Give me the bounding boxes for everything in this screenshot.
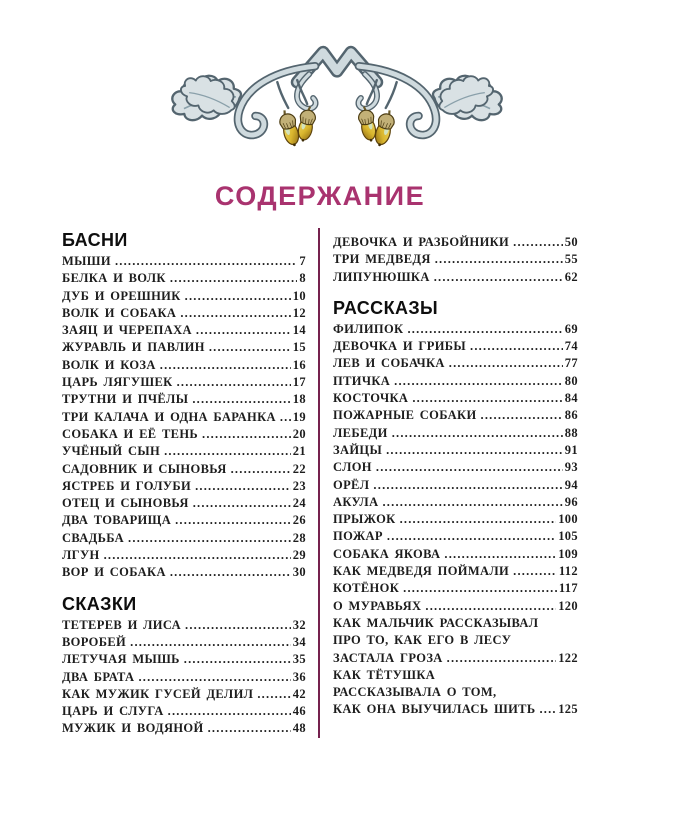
dot-leader: [449, 355, 563, 372]
entry-title: ТРИ МЕДВЕДЯ: [333, 252, 431, 267]
toc-entry-line: [333, 650, 578, 667]
entry-title: ЖУРАВЛЬ И ПАВЛИН: [62, 340, 205, 355]
page-number: 8: [299, 271, 306, 286]
page-number: 10: [292, 288, 306, 303]
toc-entry-line: [333, 251, 578, 268]
toc-entry-line: [62, 547, 306, 564]
entry-title: КАК ОНА ВЫУЧИЛАСЬ ШИТЬ: [333, 702, 536, 717]
dot-leader: [115, 253, 297, 270]
page-number: 23: [292, 478, 306, 493]
toc-entry-line: [62, 391, 306, 408]
page-number: 50: [564, 235, 578, 249]
dot-leader: [177, 374, 291, 391]
dot-leader: [376, 459, 563, 476]
entry-title: МЫШИ: [62, 254, 111, 268]
page-number: 109: [558, 546, 578, 561]
entry-title: КАК МУЖИК ГУСЕЙ ДЕЛИЛ: [62, 686, 254, 701]
entry-title: ВОРОБЕЙ: [62, 634, 127, 649]
entry-title: КОСТОЧКА: [333, 391, 409, 406]
dot-leader: [394, 373, 563, 390]
oak-branch-ornament: [148, 44, 526, 162]
dot-leader: [196, 322, 291, 339]
dot-leader: [164, 443, 291, 460]
dot-leader: [539, 701, 556, 718]
entry-title: УЧЁНЫЙ СЫН: [62, 444, 161, 459]
toc-columns: [62, 228, 578, 738]
toc-entry-line: [333, 615, 578, 632]
toc-entry-line: [333, 425, 578, 442]
toc-entry-line: [62, 339, 306, 356]
toc-entry-line: [333, 494, 578, 511]
page-number: 125: [558, 702, 578, 717]
page-number: 91: [564, 442, 578, 457]
dot-leader: [470, 338, 563, 355]
toc-entry-line: [333, 459, 578, 476]
toc-entry-line: [62, 512, 306, 529]
entry-title: РАССКАЗЫВАЛА О ТОМ,: [333, 685, 497, 700]
entry-title: ДУБ И ОРЕШНИК: [62, 288, 181, 303]
dot-leader: [128, 530, 291, 547]
dot-leader: [170, 564, 291, 581]
page-number: 105: [558, 529, 578, 544]
page-number: 18: [292, 392, 306, 407]
dot-leader: [175, 512, 291, 529]
entry-title: ВОР И СОБАКА: [62, 565, 166, 580]
column-divider: [318, 228, 320, 738]
page-number: 94: [564, 477, 578, 492]
page-number: 20: [292, 426, 306, 441]
page-number: 74: [564, 339, 578, 354]
entry-title: КАК МАЛЬЧИК РАССКАЗЫВАЛ: [333, 615, 539, 630]
dot-leader: [513, 563, 557, 580]
toc-entry-line: [333, 598, 578, 615]
page-number: 48: [292, 721, 306, 736]
toc-entry-line: [62, 703, 306, 720]
dot-leader: [481, 407, 563, 424]
dot-leader: [513, 234, 563, 251]
page-title: СОДЕРЖАНИЕ: [214, 181, 426, 211]
page-number: 21: [292, 444, 306, 459]
toc-entry-line: [333, 442, 578, 459]
toc-entry-line: [333, 477, 578, 494]
entry-title: ЛЕБЕДИ: [333, 425, 388, 440]
dot-leader: [435, 251, 563, 268]
toc-entry-line: [333, 234, 578, 251]
entry-title: ОТЕЦ И СЫНОВЬЯ: [62, 496, 189, 511]
entry-title: СВАДЬБА: [62, 530, 125, 545]
dot-leader: [168, 703, 291, 720]
page-number: 117: [558, 581, 578, 596]
entry-title: ЛГУН: [62, 548, 100, 563]
page-number: 69: [564, 321, 578, 336]
entry-title: ЗАЯЦ И ЧЕРЕПАХА: [62, 323, 192, 338]
dot-leader: [195, 478, 291, 495]
toc-entry-line: [62, 322, 306, 339]
page-number: 34: [292, 634, 306, 649]
entry-title: О МУРАВЬЯХ: [333, 598, 422, 613]
toc-entry-line: [62, 720, 306, 737]
toc-entry-line: [62, 374, 306, 391]
entry-title: МУЖИК И ВОДЯНОЙ: [62, 721, 204, 736]
entry-title: ДВА БРАТА: [62, 669, 135, 684]
dot-leader: [412, 390, 562, 407]
toc-entry-line: [62, 270, 306, 287]
page-number: 19: [292, 409, 306, 424]
page-number: 62: [564, 269, 578, 284]
page-number: 24: [292, 496, 306, 511]
dot-leader: [257, 686, 290, 703]
page-number: 84: [564, 391, 578, 406]
entry-title: ТРИ КАЛАЧА И ОДНА БАРАНКА: [62, 409, 276, 424]
dot-leader: [386, 442, 563, 459]
entry-title: ЛЕТУЧАЯ МЫШЬ: [62, 652, 180, 667]
toc-section: [333, 296, 578, 719]
entry-title: КАК МЕДВЕДЯ ПОЙМАЛИ: [333, 564, 510, 579]
toc-entry-line: [333, 546, 578, 563]
page-number: 120: [558, 598, 578, 613]
dot-leader: [192, 391, 290, 408]
entry-title: ОРЁЛ: [333, 477, 370, 492]
toc-entry-line: [62, 288, 306, 305]
toc-entry-line: [62, 669, 306, 686]
entry-title: ФИЛИПОК: [333, 321, 404, 336]
dot-leader: [425, 598, 556, 615]
toc-entry-line: [333, 321, 578, 338]
toc-entry-line: [333, 373, 578, 390]
dot-leader: [208, 720, 291, 737]
entry-title: ТЕТЕРЕВ И ЛИСА: [62, 617, 182, 632]
toc-entry-line: [333, 632, 578, 649]
entry-title: ТРУТНИ И ПЧЁЛЫ: [62, 392, 189, 407]
page-number: 88: [564, 425, 578, 440]
dot-leader: [231, 461, 291, 478]
dot-leader: [185, 617, 291, 634]
page-number: 96: [564, 494, 578, 509]
dot-leader: [185, 288, 291, 305]
toc-entry-line: [333, 407, 578, 424]
page-number: 14: [292, 323, 306, 338]
dot-leader: [382, 494, 562, 511]
section-heading: БАСНИ: [62, 230, 128, 250]
dot-leader: [434, 269, 563, 286]
entry-title: ЯСТРЕБ И ГОЛУБИ: [62, 478, 192, 493]
toc-column-right: [333, 228, 578, 738]
toc-entry-line: [62, 530, 306, 547]
page-number: 26: [292, 513, 306, 528]
dot-leader: [280, 409, 291, 426]
entry-title: ЛЕВ И СОБАЧКА: [333, 356, 445, 371]
entry-title: ПРО ТО, КАК ЕГО В ЛЕСУ: [333, 633, 512, 648]
page-number: 15: [292, 340, 306, 355]
toc-column-left: [62, 228, 306, 738]
page-number: 93: [564, 460, 578, 475]
toc-entry-line: [62, 461, 306, 478]
toc-section: [62, 228, 306, 582]
entry-title: ПТИЧКА: [333, 373, 391, 388]
page-number: 22: [292, 461, 306, 476]
dot-leader: [387, 528, 556, 545]
page-number: 16: [292, 357, 306, 372]
dot-leader: [180, 305, 290, 322]
entry-title: ВОЛК И СОБАКА: [62, 305, 177, 320]
toc-entry-line: [62, 253, 306, 270]
toc-entry-line: [62, 651, 306, 668]
entry-title: ДЕВОЧКА И РАЗБОЙНИКИ: [333, 235, 510, 249]
dot-leader: [403, 580, 557, 597]
entry-title: СЛОН: [333, 460, 372, 475]
toc-entry-line: [62, 426, 306, 443]
dot-leader: [447, 650, 557, 667]
page-number: 86: [564, 408, 578, 423]
dot-leader: [170, 270, 298, 287]
toc-entry-line: [333, 269, 578, 286]
toc-section: [333, 228, 578, 286]
dot-leader: [373, 477, 562, 494]
page-number: 7: [299, 254, 306, 268]
dot-leader: [444, 546, 556, 563]
toc-entry-line: [333, 355, 578, 372]
entry-title: КАК ТЁТУШКА: [333, 667, 436, 682]
toc-entry-line: [62, 564, 306, 581]
entry-title: ПОЖАРНЫЕ СОБАКИ: [333, 408, 477, 423]
entry-title: ДЕВОЧКА И ГРИБЫ: [333, 339, 467, 354]
toc-entry-line: [333, 511, 578, 528]
toc-entry-line: [62, 443, 306, 460]
page-number: 42: [292, 686, 306, 701]
page-number: 46: [292, 704, 306, 719]
dot-leader: [193, 495, 291, 512]
entry-title: ЗАСТАЛА ГРОЗА: [333, 650, 443, 665]
toc-entry-line: [333, 390, 578, 407]
toc-entry-line: [62, 495, 306, 512]
page-number: 80: [564, 373, 578, 388]
page-number: 28: [292, 530, 306, 545]
toc-entry-line: [333, 684, 578, 701]
dot-leader: [392, 425, 563, 442]
toc-section: [62, 592, 306, 738]
page-number: 55: [564, 252, 578, 267]
entry-title: ЦАРЬ И СЛУГА: [62, 704, 164, 719]
dot-leader: [400, 511, 557, 528]
toc-entry-line: [62, 617, 306, 634]
entry-title: ЦАРЬ ЛЯГУШЕК: [62, 375, 173, 390]
entry-title: ВОЛК И КОЗА: [62, 357, 156, 372]
section-heading: СКАЗКИ: [62, 593, 137, 614]
page-number: 35: [292, 652, 306, 667]
page-number: 30: [292, 565, 306, 580]
entry-title: ПРЫЖОК: [333, 512, 396, 527]
toc-entry-line: [333, 338, 578, 355]
toc-entry-line: [333, 667, 578, 684]
page-number: 77: [564, 356, 578, 371]
toc-entry-line: [62, 478, 306, 495]
dot-leader: [138, 669, 290, 686]
page-number: 100: [558, 512, 578, 527]
entry-title: СОБАКА И ЕЁ ТЕНЬ: [62, 426, 199, 441]
entry-title: ПОЖАР: [333, 529, 383, 544]
toc-entry-line: [333, 701, 578, 718]
toc-entry-line: [62, 357, 306, 374]
page-number: 122: [558, 650, 578, 665]
dot-leader: [160, 357, 291, 374]
page-number: 36: [292, 669, 306, 684]
entry-title: АКУЛА: [333, 494, 379, 509]
toc-entry-line: [62, 305, 306, 322]
page-number: 112: [558, 564, 578, 579]
entry-title: СОБАКА ЯКОВА: [333, 546, 441, 561]
dot-leader: [407, 321, 562, 338]
entry-title: ДВА ТОВАРИЩА: [62, 513, 172, 528]
page-number: 29: [292, 548, 306, 563]
entry-title: КОТЁНОК: [333, 581, 400, 596]
entry-title: БЕЛКА И ВОЛК: [62, 271, 166, 286]
section-heading: РАССКАЗЫ: [333, 297, 439, 318]
toc-entry-line: [333, 563, 578, 580]
toc-entry-line: [62, 634, 306, 651]
entry-title: ЗАЙЦЫ: [333, 442, 383, 457]
toc-entry-line: [62, 409, 306, 426]
dot-leader: [209, 339, 291, 356]
dot-leader: [202, 426, 291, 443]
toc-entry-line: [333, 580, 578, 597]
page-number: 17: [292, 375, 306, 390]
dot-leader: [184, 651, 291, 668]
entry-title: САДОВНИК И СЫНОВЬЯ: [62, 461, 227, 476]
page-number: 32: [292, 617, 306, 632]
dot-leader: [104, 547, 291, 564]
dot-leader: [130, 634, 291, 651]
toc-entry-line: [333, 528, 578, 545]
entry-title: ЛИПУНЮШКА: [333, 269, 430, 284]
toc-entry-line: [62, 686, 306, 703]
page-number: 12: [292, 305, 306, 320]
